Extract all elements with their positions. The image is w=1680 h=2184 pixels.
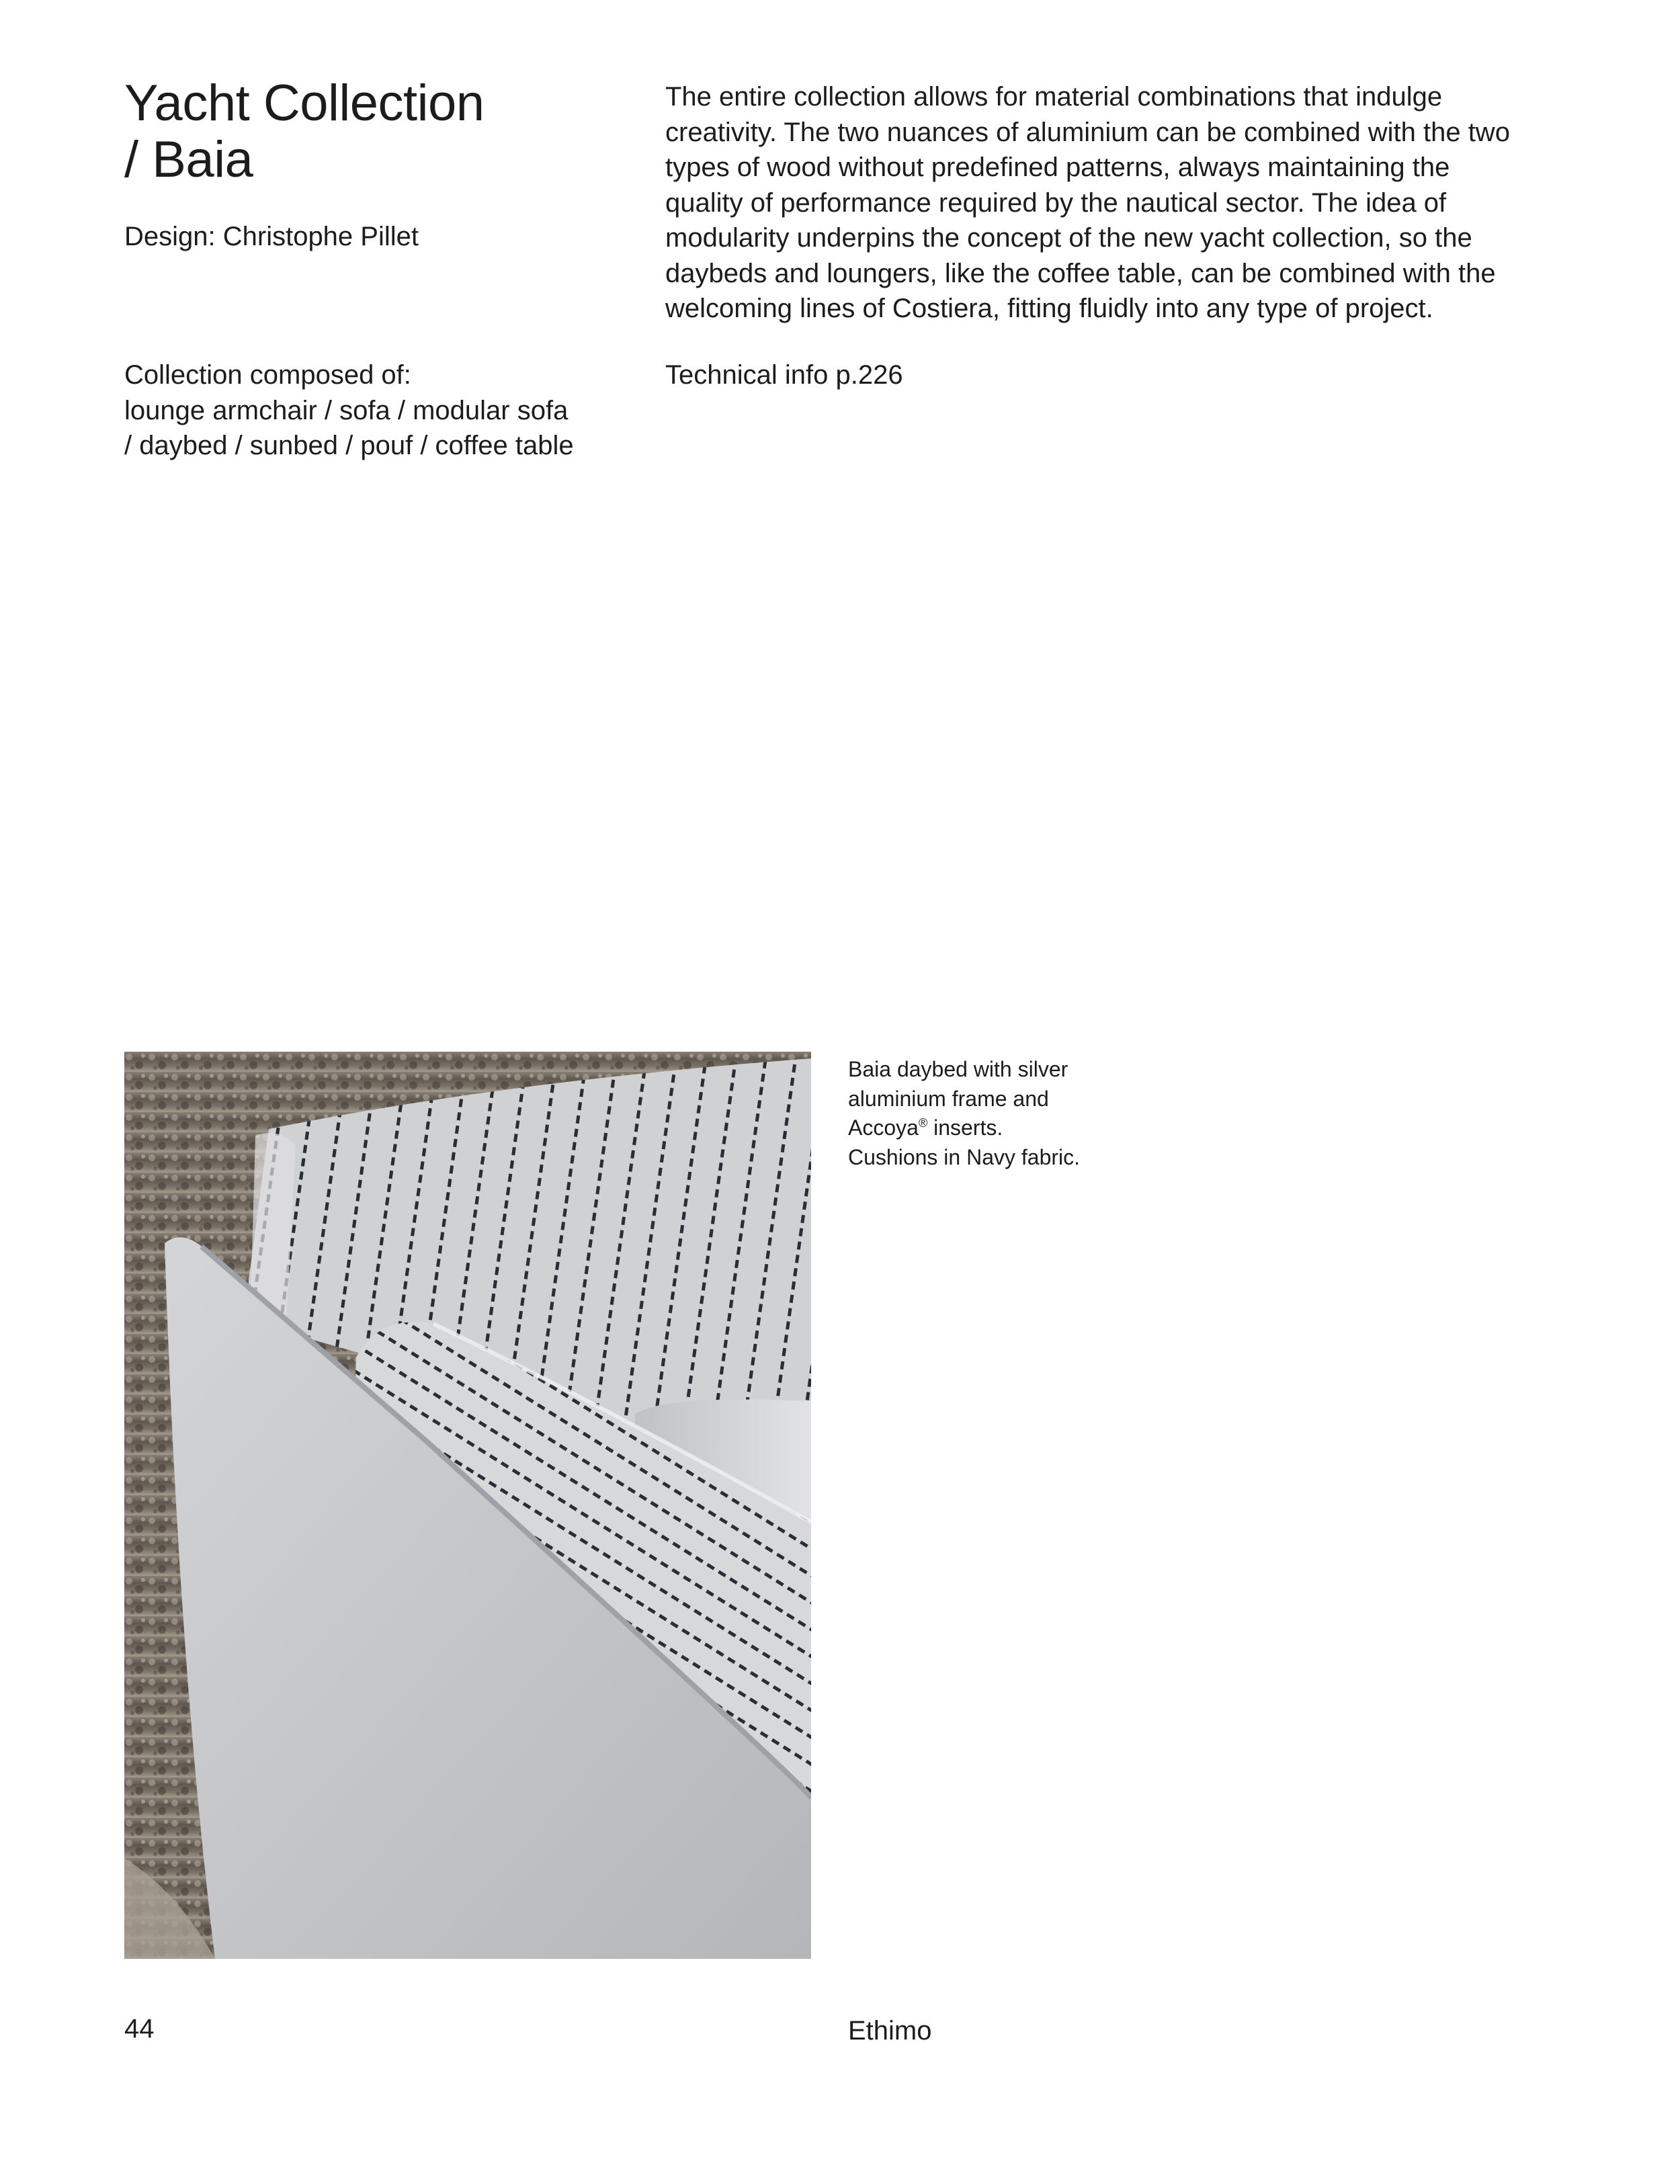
daybed-illustration: [124, 1052, 811, 1959]
technical-info-reference: Technical info p.226: [665, 360, 903, 390]
title-line-2: / Baia: [124, 131, 253, 188]
caption-inserts: inserts.: [927, 1116, 1003, 1140]
title-line-1: Yacht Collection: [124, 75, 485, 132]
brand-name: Ethimo: [848, 2016, 932, 2046]
composition-line-2: / daybed / sunbed / pouf / coffee table: [124, 431, 574, 460]
collection-composition: [124, 358, 574, 464]
page-number: 44: [124, 2014, 155, 2044]
caption-accoya: Accoya: [848, 1116, 919, 1140]
composition-heading: Collection composed of:: [124, 360, 411, 390]
registered-mark: ®: [918, 1116, 928, 1130]
composition-line-1: lounge armchair / sofa / modular sofa: [124, 395, 569, 425]
caption-line-2: aluminium frame and: [848, 1086, 1049, 1111]
page-title: [124, 75, 485, 188]
photo-caption: [848, 1055, 1144, 1172]
caption-line-4: Cushions in Navy fabric.: [848, 1144, 1081, 1169]
caption-line-3: [848, 1114, 1144, 1143]
designer-credit: Design: Christophe Pillet: [124, 222, 419, 251]
intro-paragraph: The entire collection allows for material combinations that indulge creativity. The two nuances of aluminium can be combined with the two types of wood without predefined patterns, always maintaining the quality of performance required by the nautical sector. The idea of modularity underpins the concept of the new yacht collection, so the daybeds and loungers, like the coffee table, can be combined with the welcoming lines of Costiera, fitting fluidly into any type of project.: [665, 82, 1510, 323]
caption-line-1: Baia daybed with silver: [848, 1057, 1068, 1081]
product-photo: [124, 1052, 811, 1959]
